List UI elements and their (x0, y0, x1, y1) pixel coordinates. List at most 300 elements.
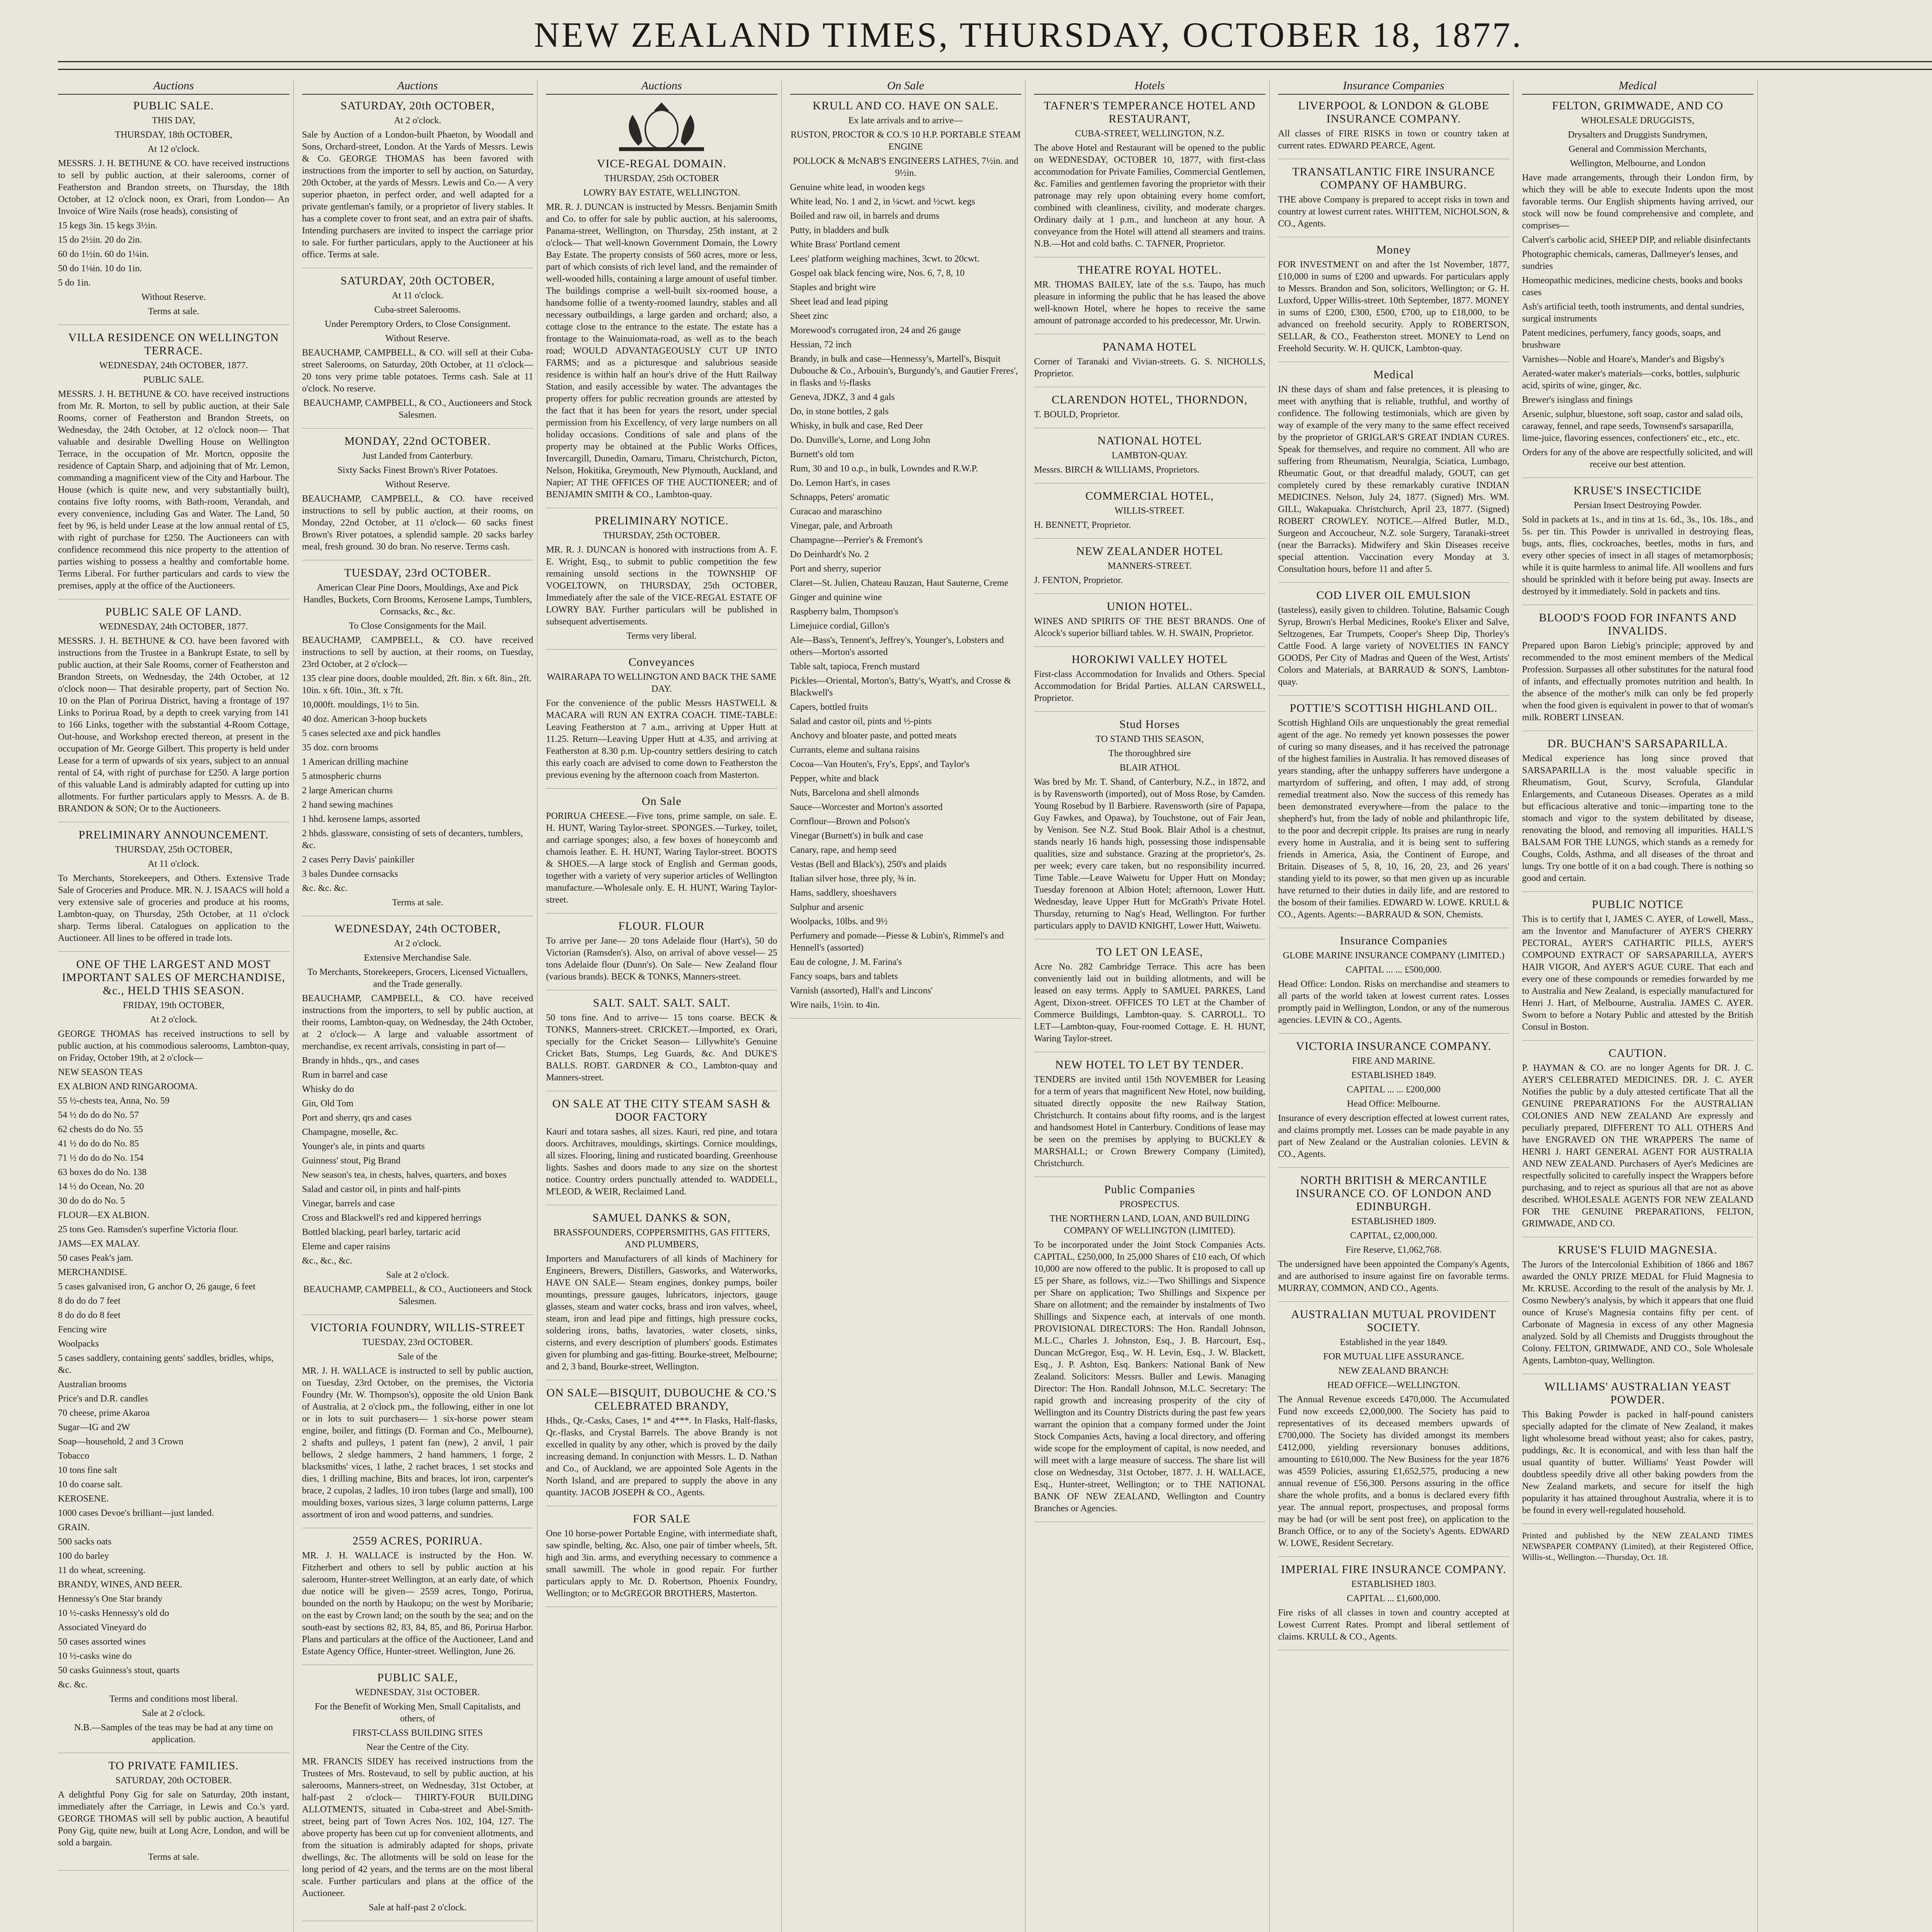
masthead-rule-top (58, 61, 1932, 62)
column-heading: Auctions (546, 79, 777, 95)
ad-subline: ESTABLISHED 1849. (1351, 1070, 1436, 1080)
ad-list-item: Eleme and caper raisins (302, 1242, 391, 1252)
ad-subline: At 11 o'clock. (148, 859, 199, 869)
advertisement (302, 99, 534, 268)
ad-body: MR. R. J. DUNCAN is honored with instructions from A. F. E. Wright, Esq., to submit to public competition the few remaining unsold sections in the TOWNSHIP OF VOGELTOWN, on THURSDAY, 25th OCTOBER, Immediately after the sale of the VICE-REGAL ESTATE OF LOWRY BAY. Further particulars will be published in subsequent advertisements. (546, 545, 777, 627)
ad-list-item: Younger's ale, in pints and quarts (302, 1141, 425, 1151)
ad-body: All classes of FIRE RISKS in town or country taken at current rates. EDWARD PEARCE, Agent. (1278, 129, 1509, 151)
ad-subline: WEDNESDAY, 24th OCTOBER, 1877. (99, 361, 248, 371)
ad-heading: WEDNESDAY, 24th OCTOBER, (334, 922, 501, 935)
masthead-rule-bottom (58, 69, 1932, 70)
ad-heading: Medical (1373, 368, 1414, 381)
ad-subline: POLLOCK & McNAB'S ENGINEERS LATHES, 7½in. and 9½in. (793, 156, 1019, 178)
ad-body: WINES AND SPIRITS OF THE BEST BRANDS. One of Alcock's superior billiard tables. W. H. SWAIN, Proprietor. (1034, 616, 1265, 638)
ad-body: Importers and Manufacturers of all kinds of Machinery for Engineers, Brewers, Distillers, Gasworks, and Waterworks, HAVE ON SALE— Steam engines, donkey pumps, boiler mountings, pressure gauges, lubricators, injectors, gauge glasses, steam and water cocks, brass and iron valves, wheel, steam, iron and lead pipe and fittings, high pressure cocks, soldering irons, baths, lavatories, water closets, sinks, cisterns, and every description of plumbers' goods. Estimates given for plumbing and gas-fitting. Bourke-street, Melbourne; and 2, 3 band, Bourke-street, Wellington. (546, 1254, 777, 1372)
ad-list-item: Capers, bottled fruits (790, 702, 868, 712)
ad-list-item: Woolpacks, 10lbs. and 9½ (790, 917, 888, 927)
advertisement (546, 997, 777, 1091)
advertisement (1034, 946, 1265, 1052)
ad-body: MESSRS. J. H. BETHUNE & CO. have been favored with instructions from the Trustee in a Bankrupt Estate, to sell by public auction, at their Sale Rooms, corner of Featherston and Brandon Streets, on Wednesday, the 24th October, at 12 o'clock noon— That desirable property, part of Section No. 10 on the Plan of Porirua District, having a frontage of 197 Links to Porirua Road, by a depth to creek varying from 141 to 166 Links, together with the substantial 4-Room Cottage, Out-house, and Workshop erected thereon, at present in the occupation of Mr. George Gilbert. This property is held under Lease for a term of upwards of six years, subject to an annual rental of £4, with right of purchase for £250. A large portion of this valuable Land is admirably adapted for cutting up into allotments. For further particulars apply to Messrs. A. de B. BRANDON & SON; Or to the Auctioneers. (58, 636, 289, 814)
ad-item-list (58, 220, 289, 289)
ad-list-item: 10 do coarse salt. (58, 1480, 122, 1490)
advertisement (1278, 1174, 1510, 1302)
ad-body: The Jurors of the Intercolonial Exhibition of 1866 and 1867 awarded the ONLY PRIZE MEDAL for Fluid Magnesia to Mr. KRUSE. According to the result of the analysis by Mr. J. Cosmo Newbery's analysis, by which it appears that one fluid ounce of Kruse's Magnesia contains fifty per cent. of Carbonate of Magnesia in excess of any other Magnesia analyzed. Sold by all Chemists and Druggists throughout the Colony. FELTON, GRIMWADE, AND CO., Sole Wholesale Agents, Lambton-quay, Wellington. (1522, 1260, 1753, 1366)
ad-body: This is to certify that I, JAMES C. AYER, of Lowell, Mass., am the Inventor and Manufacturer of AYER'S CHERRY PECTORAL, AYER'S CATHARTIC PILLS, AYER'S COMPOUND EXTRACT OF SARSAPARILLA, AYER'S HAIR VIGOR, And AYER'S AGUE CURE. That each and every one of these compounds or remedies forwarded by me to Australia and New Zealand, is especially manufactured for Henri J. Hart, of Melbourne, Australia. JAMES C. AYER. Sworn to before a Notary Public and attested by the British Consul in Boston. (1522, 914, 1753, 1032)
ad-subline: For the Benefit of Working Men, Small Capitalists, and others, of (315, 1702, 520, 1724)
ad-subline: THURSDAY, 25th OCTOBER, (115, 845, 233, 855)
ad-subline: ESTABLISHED 1809. (1351, 1216, 1436, 1226)
ad-list-item: Brandy in hhds., qrs., and cases (302, 1056, 419, 1066)
advertisement (302, 566, 534, 916)
ad-list-item: Currants, eleme and sultana raisins (790, 745, 920, 755)
ad-list-item: Do, in stone bottles, 2 gals (790, 406, 889, 417)
ad-list-item: 10 ½-casks wine do (58, 1651, 132, 1661)
ad-footnote: N.B.—Samples of the teas may be had at any time on application. (74, 1723, 273, 1745)
ad-subline: CAPITAL ... ... £500,000. (1345, 965, 1442, 975)
ad-list-item: Sulphur and arsenic (790, 902, 864, 912)
ad-subline: THURSDAY, 18th OCTOBER, (115, 130, 233, 140)
ad-item-list (302, 673, 534, 895)
ad-heading: NEW ZEALANDER HOTEL (1076, 545, 1223, 558)
ad-body: T. BOULD, Proprietor. (1034, 410, 1120, 420)
ad-list-item: Port and sherry, qrs and cases (302, 1113, 412, 1123)
ad-body: 50 tons fine. And to arrive— 15 tons coarse. BECK & TONKS, Manners-street. CRICKET.—Imported, ex Orari, specially for the Cricket Season— Lillywhite's Genuine Cricket Bats, Stumps, Leg Guards, &c. And DUKE'S BALLS. ROBT. GARDNER & CO., Lambton-quay and Manners-street. (546, 1013, 777, 1083)
ad-subline: FIRST-CLASS BUILDING SITES (352, 1728, 483, 1738)
ad-list-item: 50 do 1⅛in. 10 do 1in. (58, 264, 142, 274)
ad-list-item: Claret—St. Julien, Chateau Rauzan, Haut Sauterne, Creme (790, 578, 1009, 588)
ad-subline: TO STAND THIS SEASON, (1095, 734, 1204, 744)
ad-subline: Cuba-street Salerooms. (374, 305, 461, 315)
ad-footnote: Sale at half-past 2 o'clock. (369, 1903, 467, 1913)
ad-heading: ONE OF THE LARGEST AND MOST IMPORTANT SALES OF MERCHANDISE, &c., HELD THIS SEASON. (62, 958, 286, 997)
ad-list-item: Canary, rape, and hemp seed (790, 845, 897, 855)
ad-subline: TUESDAY, 23rd OCTOBER. (362, 1337, 473, 1347)
ad-subline: General and Commission Merchants, (1568, 144, 1707, 154)
ad-footnote: Terms at sale. (148, 1852, 199, 1862)
ad-list-item: Sauce—Worcester and Morton's assorted (790, 802, 943, 812)
ad-list-item: &c. &c. (58, 1680, 88, 1690)
ad-body: To be incorporated under the Joint Stock Companies Acts. CAPITAL, £250,000, In 25,000 Shares of £10 each, Of which 10,000 are now offered to the public. It is proposed to call up £5 per Share, as follows, viz.:—Two Shillings and Sixpence per Share on application; Two Shillings and Sixpence per Share on allotment; and the remainder by instalments of Two Shillings and Sixpence each, at intervals of one month. PROVISIONAL DIRECTORS: The Hon. Randall Johnson, M.L.C., Charles J. Johnston, Esq., J. B. Harcourt, Esq., Duncan McGregor, Esq., W. H. Levin, Esq., J. W. Blackett, Esq., J. P. Ashton, Esq. Bankers: National Bank of New Zealand. Solicitors: Messrs. Buller and Lewis. Managing Director: The Hon. Randall Johnson, M.L.C. Secretary: The rapid growth and increasing prosperity of the city of Wellington and its Country Districts during the past few years warrant the opinion that a company formed under the Joint Stock Companies Acts, having a local directory, and offering wide scope for the employment of capital, is now needed, and will meet with a large measure of success. The share list will close on Wednesday, 31st October, 1877. J. H. WALLACE, Esq., Hunter-street, Wellington; or to THE NATIONAL BANK OF NEW ZEALAND, Wellington and Country Branches or Agencies. (1034, 1240, 1265, 1514)
ad-body: BEAUCHAMP, CAMPBELL, & CO. have received instructions from the importers, to sell by public auction, at their rooms, Lambton-quay, on Wednesday, the 24th October, at 2 o'clock— A large and valuable assortment of merchandise, ex recent arrivals, consisting in part of— (302, 993, 533, 1051)
ad-list-item: 11 do wheat, screening. (58, 1565, 146, 1575)
ad-list-item: Fancy soaps, bars and tablets (790, 971, 898, 981)
ad-list-item: Staples and bright wire (790, 282, 876, 293)
ad-subline: GLOBE MARINE INSURANCE COMPANY (LIMITED.) (1282, 951, 1505, 961)
advertisement (546, 656, 777, 789)
ad-list-item: Pepper, white and black (790, 774, 879, 784)
advertisement (302, 1534, 534, 1665)
ad-list-item: Fencing wire (58, 1325, 107, 1335)
ad-body: The undersigned have been appointed the Company's Agents, and are authorised to insure against fire on favorable terms. MURRAY, COMMON, AND CO., Agents. (1278, 1259, 1509, 1293)
advertisement (546, 1512, 777, 1607)
ad-list-item: 50 cases Peak's jam. (58, 1253, 133, 1263)
ad-list-item: 1 hhd. kerosene lamps, assorted (302, 814, 420, 824)
ad-heading: HOROKIWI VALLEY HOTEL (1071, 653, 1228, 666)
ad-subline: ESTABLISHED 1803. (1351, 1579, 1436, 1589)
column-heading: Medical (1522, 79, 1753, 95)
advertisement (1034, 99, 1265, 257)
advertisement (1278, 934, 1510, 1034)
ad-list-item: White lead, No. 1 and 2, in ¼cwt. and ½cwt. kegs (790, 197, 975, 207)
column-heading: Auctions (302, 79, 534, 95)
ad-list-item: Geneva, JDKZ, 3 and 4 gals (790, 392, 895, 402)
ad-heading: Public Companies (1104, 1183, 1195, 1196)
advertisement (1278, 243, 1510, 362)
ad-list-item: Vinegar (Burnett's) in bulk and case (790, 831, 923, 841)
ad-list-item: 30 do do do No. 5 (58, 1196, 125, 1206)
advertisement (546, 920, 777, 990)
advertisement (1278, 368, 1510, 583)
column-on-sale (790, 79, 1026, 1932)
advertisement (546, 1211, 777, 1380)
ad-body: P. HAYMAN & CO. are no longer Agents for DR. J. C. AYER'S CELEBRATED MEDICINES. DR. J. C. AYER Notifies the public by a duly attested certificate That all the GENUINE PREPARATIONS For the AUSTRALIAN COLONIES AND NEW ZEALAND Are expressly and peculiarly prepared, DIFFERENT TO ALL OTHERS And have ENGRAVED ON THE WRAPPERS The name of HENRI J. HART GENERAL AGENT FOR AUSTRALIA AND NEW ZEALAND. Purchasers of Ayer's Medicines are respectfully solicited to carefully inspect the Wrappers before purchasing, and to reject as spurious all that are not as above described. WHOLESALE AGENTS FOR NEW ZEALAND FOR THE GENUINE PREPARATIONS, FELTON, GRIMWADE, AND CO. (1522, 1063, 1753, 1229)
ad-subline: Sixty Sacks Finest Brown's River Potatoes. (337, 465, 498, 475)
ad-subline: CUBA-STREET, WELLINGTON, N.Z. (1075, 129, 1225, 139)
ad-list-item: Wire nails, 1½in. to 4in. (790, 1000, 880, 1010)
ad-subline: Just Landed from Canterbury. (362, 451, 473, 461)
ad-list-item: Calvert's carbolic acid, SHEEP DIP, and reliable disinfectants (1522, 235, 1751, 245)
ad-list-item: Sheet lead and lead piping (790, 297, 888, 307)
ad-list-item: 8 do do do 8 feet (58, 1310, 121, 1320)
ad-heading: SATURDAY, 20th OCTOBER, (340, 99, 495, 112)
ad-heading: UNION HOTEL. (1107, 600, 1193, 613)
ad-body: BEAUCHAMP, CAMPBELL, & CO. have received instructions to sell by public auction, at their rooms, on Monday, 22nd October, at 11 o'clock— 60 sacks finest Brown's River potatoes, a splendid sample. 20 sacks barley meal, fresh ground. 30 do bran. No reserve. Terms cash. (302, 494, 533, 552)
advertisement (1278, 702, 1510, 928)
column-heading: Insurance Companies (1278, 79, 1510, 95)
ad-list-item: BRANDY, WINES, AND BEER. (58, 1580, 182, 1590)
ad-list-item: 14 ½ do Ocean, No. 20 (58, 1182, 144, 1192)
advertisement (58, 1759, 289, 1871)
ad-footnote: Terms and conditions most liberal. (109, 1694, 238, 1704)
ad-footnote: Sale at 2 o'clock. (142, 1708, 205, 1718)
ad-heading: 2559 ACRES, PORIRUA. (352, 1534, 483, 1547)
ad-list-item: EX ALBION AND RINGAROOMA. (58, 1082, 198, 1092)
column-heading: Auctions (58, 79, 289, 95)
ad-heading: THEATRE ROYAL HOTEL. (1077, 264, 1222, 276)
ad-heading: PUBLIC NOTICE (1592, 898, 1684, 911)
ad-list-item: 5 do 1in. (58, 278, 91, 288)
ad-footnote: Sale at 2 o'clock. (386, 1270, 449, 1280)
advertisement (1278, 99, 1510, 159)
ad-subline: Drysalters and Druggists Sundrymen, (1568, 130, 1708, 140)
ad-list-item: &c. &c. &c. (302, 883, 348, 893)
ad-body: THE above Company is prepared to accept risks in town and country at lowest current rates. WHITTEM, NICHOLSON, & CO., Agents. (1278, 195, 1509, 229)
ad-heading: TO PRIVATE FAMILIES. (108, 1759, 239, 1772)
ad-body: (tasteless), easily given to children. Tolutine, Balsamic Cough Syrup, Brown's Herbal Medicines, Rooke's Elixer and Salve, Seltzogenes, Ear Trumpets, Cooper's Sheep Dip, Thorley's Cattle Food. A large variety of NOVELTIES IN FANCY GOODS, Per City of Madras and Queen of the West, Artists' Colors and Materials, at BARRAUD & SON'S, Lambton-quay. (1278, 605, 1509, 687)
ad-body: Insurance of every description effected at lowest current rates, and claims promptly met. Losses can be made payable in any part of New Zealand or the Australian colonies. LEVIN & CO., Agents. (1278, 1113, 1509, 1159)
advertisement (302, 274, 534, 429)
ad-heading: COD LIVER OIL EMULSION (1316, 589, 1471, 602)
ad-heading: ON SALE AT THE CITY STEAM SASH & DOOR FACTORY (552, 1097, 771, 1123)
ad-heading: Conveyances (628, 656, 695, 668)
ad-list-item: Gin, Old Tom (302, 1099, 354, 1109)
advertisement (1034, 545, 1265, 594)
ad-footnote: Terms at sale. (392, 898, 443, 908)
ad-subline: MANNERS-STREET. (1107, 561, 1192, 571)
ad-list-item: Do Deinhardt's No. 2 (790, 549, 869, 560)
ad-body: A delightful Pony Gig for sale on Saturday, 20th instant, immediately after the Carriage, in Lewis and Co.'s yard. GEORGE THOMAS will sell by public auction, A beautiful Pony Gig, quite new, built at Long Acre, London, and will be sold a bargain. (58, 1790, 289, 1848)
ad-subline: Under Peremptory Orders, to Close Consignment. (325, 319, 511, 329)
ad-body: For the convenience of the public Messrs HASTWELL & MACARA will RUN AN EXTRA COACH. TIME-TABLE: Leaving Featherston at 7 a.m., arriving at Upper Hutt at 11.25. Return—Leaving Upper Hutt at 4.35, and arriving at Featherston at 8.30 p.m. Up-country settlers desiring to catch this early coach are advised to come down to Featherston the previous evening by the afternoon coach from Masterton. (546, 698, 777, 780)
ad-list-item: 70 cheese, prime Akaroa (58, 1408, 150, 1418)
ad-list-item: 40 doz. American 3-hoop buckets (302, 714, 427, 724)
ad-list-item: Bottled blacking, pearl barley, tartaric acid (302, 1227, 461, 1237)
ad-list-item: Perfumery and pomade—Piesse & Lubin's, Rimmel's and Hennell's (assorted) (790, 931, 1004, 953)
ad-subline: BLAIR ATHOL (1119, 763, 1180, 773)
ad-subline: Fire Reserve, £1,062,768. (1345, 1245, 1442, 1255)
ad-footnote: BEAUCHAMP, CAMPBELL, & CO., Auctioneers and Stock Salesmen. (303, 1284, 532, 1306)
ad-body: Hhds., Qr.-Casks, Cases, 1* and 4***. In Flasks, Half-flasks, Qr.-flasks, and Crystal Barrels. The above Brandy is not excelled in quality by any other, which is proved by the daily increasing demand. In conjunction with Messrs. L. D. Nathan and Co., of Auckland, we are appointed Sole Agents in the North Island, and are prepared to supply the above in any quantity. JACOB JOSEPH & CO., Agents. (546, 1416, 777, 1498)
ad-list-item: Sugar—IG and 2W (58, 1422, 130, 1432)
ad-heading: NEW HOTEL TO LET BY TENDER. (1055, 1058, 1244, 1071)
ad-list-item: Boiled and raw oil, in barrels and drums (790, 211, 940, 221)
ad-subline: Persian Insect Destroying Powder. (1573, 500, 1702, 510)
ad-heading: Stud Horses (1119, 718, 1180, 731)
ad-subline: Without Reserve. (385, 480, 450, 490)
column-heading: Hotels (1034, 79, 1265, 95)
ad-heading: KRULL AND CO. HAVE ON SALE. (813, 99, 999, 112)
ad-subline: RUSTON, PROCTOR & CO.'S 10 H.P. PORTABLE STEAM ENGINE (790, 130, 1021, 152)
ad-list-item: Brewer's isinglass and finings (1522, 395, 1633, 405)
ad-heading: PRELIMINARY ANNOUNCEMENT. (78, 828, 269, 841)
ad-heading: CAUTION. (1609, 1047, 1667, 1060)
ad-list-item: 3 bales Dundee cornsacks (302, 869, 398, 879)
ad-item-list (302, 1055, 534, 1267)
ad-body: One 10 horse-power Portable Engine, with intermediate shaft, saw spindle, belting, &c. Also, one pair of timber wheels, 5ft. high and 3in. arms, and everything necessary to commence a small sawmill. The whole in good repair. For further particulars apply to Mr. D. Robertson, Phoenix Foundry, Wellington; or to McGREGOR BROTHERS, Masterton. (546, 1529, 777, 1599)
ad-body: Fire risks of all classes in town and country accepted at Lowest Current Rates. Prompt and liberal settlement of claims. KRULL & CO., Agents. (1278, 1608, 1509, 1642)
ad-body: GEORGE THOMAS has received instructions to sell by public auction, at his commodious salerooms, Lambton-quay, on Friday, October 19th, at 2 o'clock— (58, 1029, 289, 1063)
ad-subline: Wellington, Melbourne, and London (1570, 158, 1706, 168)
advertisement (1034, 600, 1265, 647)
ad-heading: SAMUEL DANKS & SON, (592, 1211, 731, 1224)
ad-heading: KRUSE'S FLUID MAGNESIA. (1558, 1243, 1718, 1256)
ad-list-item: 41 ½ do do do No. 85 (58, 1139, 139, 1149)
ad-subline: WHOLESALE DRUGGISTS, (1581, 116, 1694, 126)
ad-body: Scottish Highland Oils are unquestionably the great remedial agent of the age. No remedy yet known possesses the power of curing so many diseases, and it has received the patronage of the highest families in Australia. It has removed diseases of years standing, after the unhappy sufferers have undergone a martyrdom of suffering, and often, I may add, of strong remedial treatment also. Now the success of this remedy has been demonstrated everywhere—from the palace to the shepherd's hut, from the lady of noble and philanthropic life, to the poor and decrepit cripple. Its praises are rung in nearly every home in Australia, and it is being sent to suffering friends in America, Asia, the Continent of Europe, and Britain. Diseases of 5, 8, 10, 16, 20, 23, and 26 years' standing yield to its power, so that men given up as incurable have returned to their duties in daily life, and are restored to the bosom of their families. EDWARD W. LOWE. KRULL & CO., Agents. Agents:—BARRAUD & SON, Chemists. (1278, 718, 1509, 920)
ad-item-list (1522, 234, 1753, 444)
ad-list-item: Hams, saddlery, shoeshavers (790, 888, 897, 898)
ad-list-item: Anchovy and bloater paste, and potted meats (790, 731, 957, 741)
ad-list-item: Hessian, 72 inch (790, 340, 852, 350)
ad-list-item: 135 clear pine doors, double moulded, 2ft. 8in. x 6ft. 8in., 2ft. 10in. x 6ft. 10in., 3ft. x 7ft. (302, 673, 532, 696)
ad-list-item: JAMS—EX MALAY. (58, 1239, 140, 1249)
ad-list-item: Do. Dunville's, Lorne, and Long John (790, 435, 930, 445)
ad-body: TENDERS are invited until 15th NOVEMBER for Leasing for a term of years that magnificent New Hotel, now building, situated directly opposite the new Railway Station, Christchurch. It contains about fifty rooms, and is the largest and handsomest Hotel in Canterbury. Conditions of lease may be seen on the premises by applying to BUCKLEY & MARSHALL; or Crown Brewery Company (Limited), Christchurch. (1034, 1075, 1265, 1168)
ad-heading: PUBLIC SALE. (133, 99, 214, 112)
ad-subline: Sale of the (398, 1352, 438, 1362)
ad-footnote: BEAUCHAMP, CAMPBELL, & CO., Auctioneers and Stock Salesmen. (303, 398, 532, 420)
ad-body: Messrs. BIRCH & WILLIAMS, Proprietors. (1034, 465, 1200, 475)
ad-list-item: MERCHANDISE. (58, 1267, 128, 1277)
ad-list-item: Raspberry balm, Thompson's (790, 607, 899, 617)
ad-list-item: Rum in barrel and case (302, 1070, 388, 1080)
ad-list-item: 5 cases saddlery, containing gents' saddles, bridles, whips, &c. (58, 1353, 274, 1375)
ad-subline: CAPITAL ... £1,600,000. (1347, 1594, 1441, 1604)
advertisement (1034, 490, 1265, 539)
ad-subline: BRASSFOUNDERS, COPPERSMITHS, GAS FITTERS, AND PLUMBERS, (553, 1228, 770, 1250)
ad-list-item: 2 cases Perry Davis' painkiller (302, 855, 415, 865)
ad-list-item: Arsenic, sulphur, bluestone, soft soap, castor and salad oils, caraway, fennel, and rape seeds, Townsend's sarsaparilla, lime-juice, flavoring essences, confectioners' etc., etc., etc. (1522, 409, 1743, 443)
ad-list-item: Vestas (Bell and Black's), 250's and plaids (790, 859, 947, 869)
ad-footnote: Orders for any of the above are respectfully solicited, and will receive our best attention. (1522, 447, 1753, 469)
ad-subline: WEDNESDAY, 31st OCTOBER. (355, 1687, 480, 1697)
ad-list-item: Ginger and quinine wine (790, 592, 882, 602)
advertisement (58, 99, 289, 325)
ad-list-item: Italian silver hose, three ply, ⅜ in. (790, 874, 916, 884)
ad-list-item: Soap—household, 2 and 3 Crown (58, 1437, 184, 1447)
ad-heading: Money (1376, 243, 1411, 256)
ad-subline: At 2 o'clock. (394, 939, 441, 949)
ad-list-item: Schnapps, Peters' aromatic (790, 492, 889, 502)
ad-subline: Without Reserve. (385, 333, 450, 344)
ad-heading: FOR SALE (633, 1512, 690, 1525)
imprint-text: Printed and published by the NEW ZEALAND TIMES NEWSPAPER COMPANY (Limited), at their Registered Office, Willis-st., Wellington.—Thursday, Oct. 18. (1522, 1531, 1753, 1562)
ad-list-item: Hennessy's One Star brandy (58, 1594, 163, 1604)
ad-list-item: 1 American drilling machine (302, 757, 408, 767)
ad-list-item: 10 ½-casks Hennessy's old do (58, 1608, 169, 1618)
ad-list-item: Morewood's corrugated iron, 24 and 26 gauge (790, 325, 961, 335)
ad-list-item: &c., &c., &c. (302, 1256, 352, 1266)
advertisement (1034, 1058, 1265, 1177)
royal-coat-of-arms-crest (596, 99, 727, 153)
ad-heading: PUBLIC SALE, (377, 1671, 458, 1684)
ad-list-item: Patent medicines, perfumery, fancy goods, soaps, and brushware (1522, 328, 1721, 350)
ad-heading: NATIONAL HOTEL (1097, 434, 1202, 447)
column-insurance (1278, 79, 1514, 1932)
ad-body: MR. FRANCIS SIDEY has received instructions from the Trustees of Mrs. Rostevaud, to sell by public auction, at his salerooms, Manners-street, on Wednesday, 31st October, at half-past 2 o'clock— THIRTY-FOUR BUILDING ALLOTMENTS, situated in Cuba-street and Abel-Smith-street, being part of Town Acres Nos. 102, 104, 127. The above property has been cut up for convenient allotments, and from the situation is admirably adapted for shops, private dwellings, &c. The allotments will be sold on lease for the long period of 42 years, and the terms are on the most liberal scale. Further particulars and plans at the office of the Auctioneer. (302, 1757, 533, 1898)
ad-body: MR. R. J. DUNCAN is instructed by Messrs. Benjamin Smith and Co. to offer for sale by public auction, at his salerooms, Panama-street, Wellington, on Thursday, 25th instant, at 2 o'clock— That well-known Government Domain, the Lowry Bay Estate. The property consists of 560 acres, more or less, part of which consists of rich level land, and the remainder of well-wooded hills, containing a large amount of useful timber. The buildings comprise a well-built six-roomed house, a handsome follie of a twenty-roomed laundry, stables and all necessary outbuildings, a large garden and orchard; also, a cottage close to the entrance to the estate. The estate has a frontage to the Wainuiomata-road, as well as to the beach road; WOULD ADVANTAGEOUSLY CUT UP INTO FARMS; and as a picturesque and salubrious seaside residence is within half an hour's drive of the Hutt Railway Station, and easily accessible by water. The advantages the property offers for public recreation grounds are attested by the fact that it has been for years the resort, under special permission from his Excellency, of very large numbers on all holiday occasions. Conditions of sale and plans of the property may be obtained at the Public Works Offices, Invercargill, Dunedin, Oamaru, Timaru, Christchurch, Picton, Nelson, Hokitika, Greymouth, New Plymouth, Auckland, and Napier; AT THE OFFICES OF THE AUCTIONEER; and of BENJAMIN SMITH & CO., Lambton-quay. (546, 202, 777, 500)
ad-body: MESSRS. J. H. BETHUNE & CO. have received instructions from Mr. R. Morton, to sell by public auction, at their Sale Rooms, corner of Featherston and Brandon Streets, on Wednesday, the 24th October, at 12 o'clock noon— That valuable and desirable Dwelling House on Wellington Terrace, in the occupation of Mr. Mortcn, opposite the residence of Captain Sharp, and adjoining that of Mr. Lemon, commanding a magnificent view of the City and Harbour. The House (which is quite new, and very substantially built), contains five lofty rooms, with Bath-room, Verandah, and every convenience, including Gas and Water. The Land, 50 feet by 96, is held under Lease at the low annual rental of £5, with right of purchase for £250. The Auctioneers can with confidence recommend this nice property to the attention of parties wishing to possess a healthy and comfortable home. Terms Liberal. For further particulars and cards to view the premises, apply at the office of the Auctioneers. (58, 389, 289, 591)
advertisement (302, 435, 534, 560)
advertisement (546, 1097, 777, 1205)
ad-subline: CAPITAL, £2,000,000. (1350, 1231, 1437, 1241)
ad-list-item: Photographic chemicals, cameras, Dallmeyer's lenses, and sundries (1522, 249, 1738, 271)
advertisement (790, 99, 1022, 1019)
ad-subline: Head Office: Melbourne. (1347, 1099, 1440, 1109)
ad-list-item: Salad and castor oil, pints and ½-pints (790, 716, 932, 726)
advertisement (1034, 718, 1265, 939)
advertisement (1034, 434, 1265, 483)
advertisement (58, 958, 289, 1753)
ad-subline: THIS DAY, (152, 116, 196, 126)
ad-list-item: 35 doz. corn brooms (302, 743, 378, 753)
ad-list-item: KEROSENE. (58, 1494, 109, 1504)
advertisement (1034, 393, 1265, 428)
ad-list-item: 62 chests do do No. 55 (58, 1124, 143, 1134)
ad-list-item: Salad and castor oil, in pints and half-pints (302, 1184, 461, 1194)
ad-list-item: Guinness' stout, Pig Brand (302, 1156, 401, 1166)
ad-body: H. BENNETT, Proprietor. (1034, 520, 1131, 530)
ad-list-item: Burnett's old tom (790, 449, 854, 459)
ad-heading: TRANSATLANTIC FIRE INSURANCE COMPANY OF HAMBURG. (1292, 165, 1495, 191)
ad-body: To Merchants, Storekeepers, and Others. Extensive Trade Sale of Groceries and Produce. MR. N. J. ISAACS will hold a very extensive sale of groceries and produce at his rooms, Lambton-quay, on Thursday, 25th October, at 11 o'clock sharp. Terms liberal. Catalogues on application to the Auctioneer. All lines to be offered in trade lots. (58, 873, 289, 943)
ad-list-item: Champagne—Perrier's & Fremont's (790, 535, 923, 545)
ad-body: MR. THOMAS BAILEY, late of the s.s. Taupo, has much pleasure in informing the public that he has leased the above well-known Hotel, where he hopes to receive the same amount of patronage accorded to his predecessor, Mr. Urwin. (1034, 280, 1265, 326)
ad-heading: TUESDAY, 23rd OCTOBER. (344, 566, 491, 579)
ad-list-item: 71 ½ do do do No. 154 (58, 1153, 144, 1163)
ad-subline: THE NORTHERN LAND, LOAN, AND BUILDING COMPANY OF WELLINGTON (LIMITED). (1049, 1214, 1250, 1236)
column-auctions-2 (302, 79, 538, 1932)
ad-heading: VILLA RESIDENCE ON WELLINGTON TERRACE. (68, 331, 279, 357)
ad-list-item: White Brass' Portland cement (790, 240, 900, 250)
ad-heading: SALT. SALT. SALT. SALT. (593, 997, 731, 1009)
ad-subline: At 12 o'clock. (148, 144, 200, 154)
column-heading: On Sale (790, 79, 1022, 95)
ad-heading: NORTH BRITISH & MERCANTILE INSURANCE CO. OF LONDON AND EDINBURGH. (1296, 1174, 1492, 1213)
ad-body: J. FENTON, Proprietor. (1034, 575, 1123, 585)
ad-subline: WILLIS-STREET. (1114, 506, 1185, 516)
ad-list-item: GRAIN. (58, 1522, 90, 1532)
ad-list-item: 63 boxes do do No. 138 (58, 1167, 147, 1177)
ad-subline: At 11 o'clock. (392, 291, 444, 301)
ad-subline: To Close Consignments for the Mail. (349, 621, 486, 631)
ad-subline: Near the Centre of the City. (366, 1742, 469, 1752)
advertisement (302, 922, 534, 1315)
ad-subline: HEAD OFFICE—WELLINGTON. (1327, 1380, 1460, 1390)
ad-heading: PRELIMINARY NOTICE. (595, 514, 729, 527)
ad-heading: On Sale (641, 795, 682, 808)
ad-heading: VICTORIA FOUNDRY, WILLIS-STREET (310, 1321, 525, 1334)
ad-subline: FOR MUTUAL LIFE ASSURANCE. (1323, 1352, 1464, 1362)
advertisement (1522, 1243, 1753, 1374)
ad-body: Was bred by Mr. T. Shand, of Canterbury, N.Z., in 1872, and is by Ravensworth (imported), out of Moss Rose, by Camden. Young Rosebud by Il Barbiere. Ravensworth (sire of Papapa, Guy Fawkes, and Opawa), by Touchstone, out of Fair Jean, by Venison. See N.Z. Stud Book. Blair Athol is a chestnut, stands nearly 16 hands high, possessing those indispensable qualities, size and substance. Grazing at the proprietor's, 2s. per week; every care taken, but no responsibility incurred. Time Table.—Leave Waiwetu for Upper Hutt on Monday; Tuesday forenoon at Albion Hotel; afternoon, Lower Hutt. Wednesday, leave Upper Hutt for McGrath's Private Hotel. Thursday, returning to Nag's Head, Wellington. For further particulars apply to DAVID KNIGHT, Lower Hutt, Waiwetu. (1034, 777, 1265, 931)
ad-list-item: NEW SEASON TEAS (58, 1067, 143, 1077)
ad-list-item: Varnish (assorted), Hall's and Lincons' (790, 986, 933, 996)
ad-list-item: Curacao and maraschino (790, 507, 882, 517)
ad-list-item: 15 kegs 3in. 15 kegs 3½in. (58, 221, 158, 231)
ad-heading: TO LET ON LEASE, (1096, 946, 1203, 958)
ad-subline: At 2 o'clock. (394, 116, 441, 126)
ad-list-item: 500 sacks oats (58, 1537, 112, 1547)
ad-subline: The thoroughbred sire (1108, 748, 1191, 759)
ad-heading: POTTIE'S SCOTTISH HIGHLAND OIL. (1289, 702, 1498, 714)
ad-heading: FELTON, GRIMWADE, AND CO (1552, 99, 1723, 112)
ad-subline: PROSPECTUS. (1119, 1199, 1180, 1209)
ad-list-item: Pickles—Oriental, Morton's, Batty's, Wyatt's, and Crosse & Blackwell's (790, 676, 1011, 698)
advertisement (1278, 1563, 1510, 1650)
ad-heading: BLOOD'S FOOD FOR INFANTS AND INVALIDS. (1539, 611, 1736, 637)
ad-subline: Established in the year 1849. (1340, 1337, 1447, 1347)
ad-list-item: Vinegar, barrels and case (302, 1199, 395, 1209)
ad-body: Corner of Taranaki and Vivian-streets. G. S. NICHOLLS, Proprietor. (1034, 357, 1265, 379)
ad-heading: AUSTRALIAN MUTUAL PROVIDENT SOCIETY. (1291, 1308, 1497, 1334)
ad-heading: PANAMA HOTEL (1102, 340, 1197, 353)
ad-body: MR. J. H. WALLACE is instructed to sell by public auction, on Tuesday, 23rd October, on the premises, the Victoria Foundry (Mr. W. Thompson's), opposite the old Union Bank of Australia, at 2 o'clock pm., the following, either in one lot or in lots to suit purchasers— 1 six-horse power steam engine, boiler, and fittings (D. Forman and Co., Melbourne), 2 shafts and pulleys, 1 patent fan (new), 2 anvil, 1 pair bellows, 2 sledge hammers, 2 hand hammers, 1 forge, 2 blacksmiths' vices, 1 lathe, 2 rachet braces, 1 set stocks and dies, 1 drilling machine, Bits and braces, lot iron, carpenter's brace, 2 cupolas, 2 ladles, 10 iron tubes (large and small), 100 moulding boxes, various sizes, 3 large column patterns, Large assortment of iron and wood patterns, and sundries. (302, 1366, 533, 1520)
ad-heading: CLARENDON HOTEL, THORNDON, (1051, 393, 1248, 406)
column-hotels (1034, 79, 1270, 1932)
advertisement (58, 331, 289, 599)
ad-body: The Annual Revenue exceeds £470,000. The Accumulated Fund now exceeds £2,000,000. The Society has paid to representatives of its deceased members upwards of £700,000. The Society has divided amongst its members £412,000, yielding reversionary bonuses additions, amounting to £610,000. The New Business for the year 1876 was 4559 Policies, assuring £1,652,575, producing a new annual revenue of £56,300. Persons assuring in the office share the whole profits, and a bonus is declared every fifth year. The annual report, prospectuses, and proposal forms may be had (or will be sent post free), on application to the Branch Office, or to any of the Society's Agents. EDWARD W. LOWE, Resident Secretary. (1278, 1395, 1509, 1548)
advertisement (1278, 1040, 1510, 1168)
ad-body: Head Office: London. Risks on merchandise and steamers to all parts of the world taken at lowest current rates. Losses promptly paid in Wellington, London, or any of the numerous agencies. LEVIN & CO., Agents. (1278, 979, 1509, 1025)
ad-heading: SATURDAY, 20th OCTOBER, (340, 274, 495, 287)
ad-heading: VICTORIA INSURANCE COMPANY. (1296, 1040, 1492, 1053)
ad-heading: FLOUR. FLOUR (618, 920, 705, 932)
ad-body: The above Hotel and Restaurant will be opened to the public on WEDNESDAY, OCTOBER 10, 1877, with first-class accommodation for Private Families, Commercial Gentlemen, &c. Families and gentlemen favoring the proprietor with their patronage may rely upon obtaining every home comfort, combined with cleanliness, civility, and moderate charges. Ordinary daily at 1 p.m., and luncheon at any hour. A conveyance from the Hotel will attend all steamers and trains. N.B.—Hot and cold baths. C. TAFNER, Proprietor. (1034, 143, 1265, 249)
ad-list-item: Table salt, tapioca, French mustard (790, 662, 920, 672)
ad-item-list (58, 1066, 289, 1691)
ad-body: Sale by Auction of a London-built Phaeton, by Woodall and Sons, Orchard-street, London. At the Yards of Messrs. Lewis & Co. GEORGE THOMAS has been favored with instructions from the importer to sell by auction, on Saturday, 20th October, at the yards of Messrs. Lewis and Co.— A very superior phaeton, in perfect order, and well adapted for a private gentleman's family, or a proprietor of livery stables. It has a complete cover to front seat, and an extra pair of shafts. Intending purchasers are invited to inspect the carriage prior to sale. For further particulars, apply to the Auctioneer at his office. Terms at sale. (302, 130, 533, 260)
ad-subline: At 2 o'clock. (150, 1015, 197, 1025)
advertisement (1034, 653, 1265, 712)
ad-list-item: Gospel oak black fencing wire, Nos. 6, 7, 8, 10 (790, 268, 965, 278)
ad-list-item: Cocoa—Van Houten's, Fry's, Epps', and Taylor's (790, 759, 969, 769)
ad-list-item: Brandy, in bulk and case—Hennessy's, Martell's, Bisquit Dubouche & Co., Arbouin's, Burgundy's, and Gautier Freres', in flasks and ½-flasks (790, 354, 1018, 388)
advertisement (1278, 165, 1510, 237)
ad-list-item: Champagne, moselle, &c. (302, 1127, 398, 1137)
ad-list-item: 25 tons Geo. Ramsden's superfine Victoria flour. (58, 1225, 238, 1235)
ad-body: First-class Accommodation for Invalids and Others. Special Accommodation for Bridal Parties. ALLAN CARSWELL, Proprietor. (1034, 669, 1265, 703)
